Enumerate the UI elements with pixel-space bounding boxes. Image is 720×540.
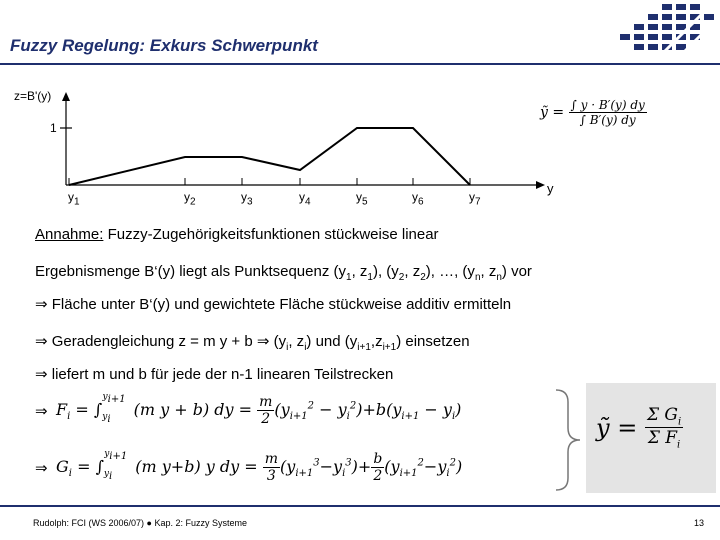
membership-function-line [69, 128, 470, 185]
tick-y3: $y_3$ [241, 190, 253, 208]
assumption-label: Annahme: [35, 226, 104, 243]
implies-arrow: ⇒ [35, 460, 48, 477]
page-number: 13 [694, 518, 705, 528]
implies-arrow: ⇒ [35, 366, 48, 383]
footer-divider [0, 505, 720, 507]
tick-y1: $y_1$ [68, 190, 80, 208]
assumption-text: Fuzzy-Zugehörigkeitsfunktionen stückweise linear [107, 226, 439, 243]
page-title: Fuzzy Regelung: Exkurs Schwerpunkt [10, 36, 318, 55]
footer-left: Rudolph: FCI (WS 2006/07) ● Kap. 2: Fuzzy Systeme [33, 518, 248, 528]
implies-arrow: ⇒ [35, 296, 48, 313]
formula-fi: $F_i = \int_{y_i}^{y_{i+1}}(m$ y + b) dy = $\frac{m}{2}$ $(y_{i+1}^2 - y_i^2)+b(y_{i+1} - y_i)$ [56, 391, 462, 427]
assumption-line [35, 226, 439, 243]
tick-y2: $y_2$ [184, 190, 196, 208]
bullet-delivers: ⇒ liefert m und b für jede der n-1 linearen Teilstrecken [35, 366, 394, 383]
y-axis-label: y [547, 181, 554, 196]
implies-arrow: ⇒ [35, 403, 48, 420]
result-set-line: Ergebnismenge B‘(y) liegt als Punktsequenz ($y_1$, $z_1$), ($y_2$, $z_2$), …, ($y_n$, $z_n$) vor [35, 263, 532, 283]
tick-y5: $y_5$ [356, 190, 368, 208]
formula-gi: $G_i = \int_{y_i}^{y_{i+1}}(m$ y+b) y dy = $\frac{m}{3}$ $(y_{i+1}^3-y_i^3)+$ $\frac{b}{2}$ $(y_{i+1}^2-y_i^2)$ [56, 448, 463, 484]
bullet-line-equation: ⇒ Geradengleichung z = m y + b ⇒ ($y_i$, $z_i$) und $(y_{i+1},z_{i+1})$ einsetzen [35, 333, 470, 353]
curly-brace-icon [552, 388, 586, 492]
implies-arrow: ⇒ [35, 333, 48, 350]
one-label: 1 [50, 121, 57, 135]
tick-y7: $y_7$ [469, 190, 481, 208]
bullet-area: ⇒ Fläche unter B‘(y) und gewichtete Fläche stückweise additiv ermitteln [35, 296, 512, 313]
result-formula: ỹ = $\frac{\Sigma G_i}{\Sigma F_i}$ [596, 405, 682, 451]
tick-y6: $y_6$ [412, 190, 424, 208]
z-axis-label: z=B'(y) [14, 89, 52, 103]
centroid-formula: ỹ = $\frac{\int y \cdot B'(y) dy}{\int B'(y) dy}$ [540, 98, 645, 127]
tick-y4: $y_4$ [299, 190, 311, 208]
